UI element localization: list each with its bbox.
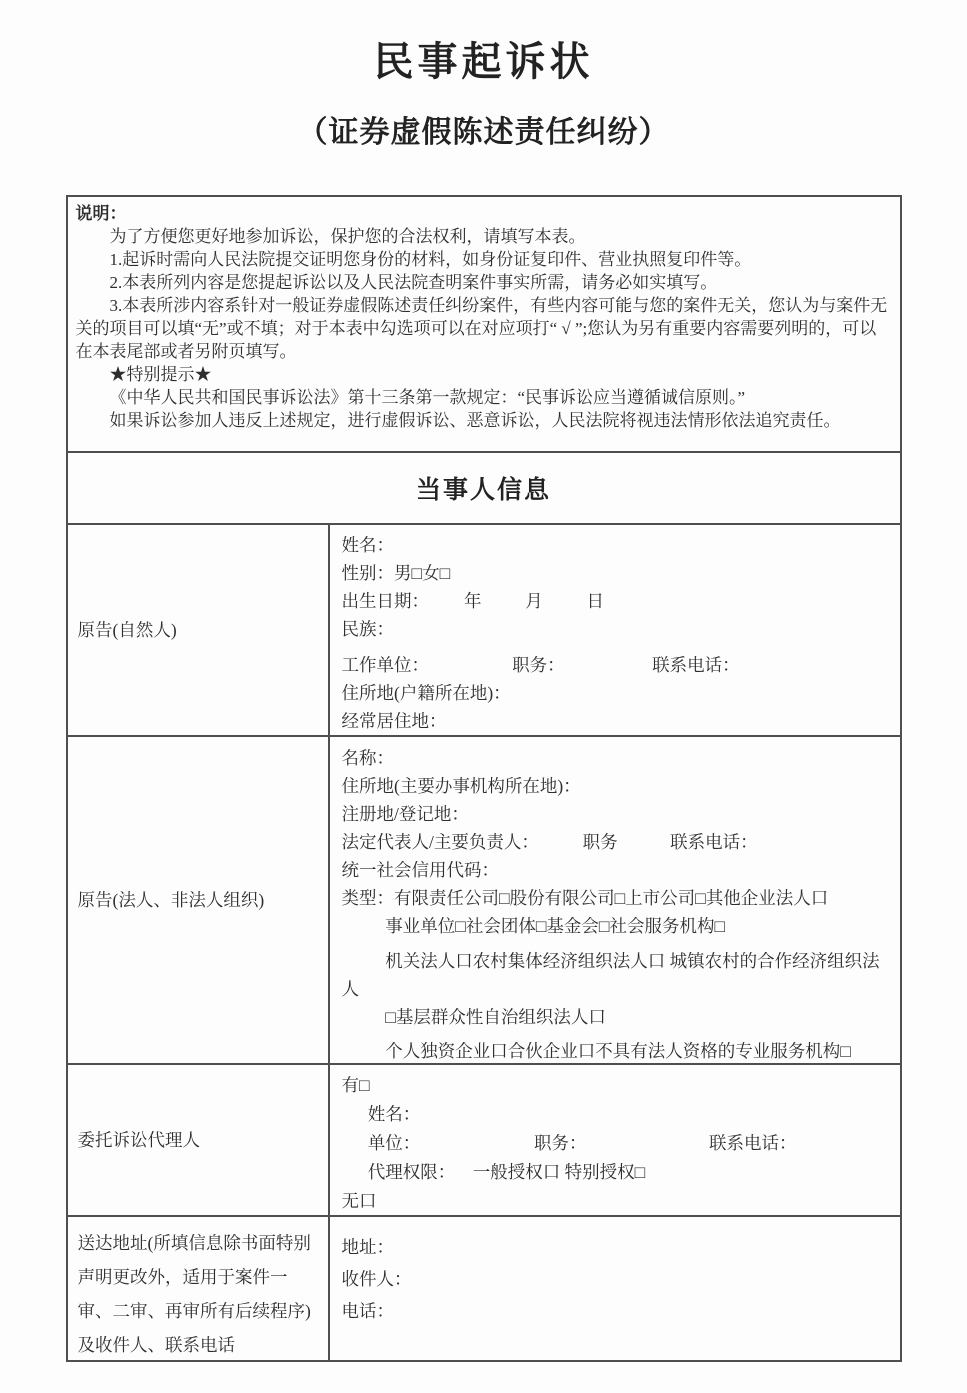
party-row [68,1065,900,1217]
complaint-form-table [66,195,902,1362]
field-line: 有□ [341,1075,370,1095]
field-line: 单位： 职务： 联系电话： [341,1133,797,1153]
page-title: 民事起诉状 [373,39,594,84]
field-line: 地址： [341,1237,394,1257]
row-label: 送达地址(所填信息除书面特别声明更改外，适用于案件一审、二审、再审所有后续程序)及收件人、联系电话 [68,1217,330,1360]
instructions-heading: 说明： [75,204,127,223]
field-line: 收件人： [341,1269,412,1289]
section-header-party-info: 当事人信息 [68,453,900,525]
row-fields [330,737,900,1063]
instruction-paragraph: 如果诉讼参加人违反上述规定，进行虚假诉讼、恶意诉讼，人民法院将视违法情形依法追究责任。 [109,411,841,430]
row-fields [330,525,900,735]
row-label: 原告(自然人) [68,525,330,735]
instructions-body [76,225,890,432]
row-fields [330,1217,900,1360]
party-row [68,1217,900,1360]
field-line: 代理权限： 一般授权口 特别授权□ [341,1162,646,1182]
instruction-paragraph: 1.起诉时需向人民法院提交证明您身份的材料，如身份证复印件、营业执照复印件等。 [109,250,752,269]
field-line: 类型：有限责任公司□股份有限公司□上市公司□其他企业法人口 [341,888,829,908]
instruction-paragraph: 《中华人民共和国民事诉讼法》第十三条第一款规定：“民事诉讼应当遵循诚信原则。” [109,388,746,407]
field-line: □基层群众性自治组织法人口 [341,1007,606,1027]
party-row [68,737,900,1065]
field-line: 个人独资企业口合伙企业口不具有法人资格的专业服务机构□ [341,1041,851,1061]
field-line: 民族： [341,619,394,639]
field-line: 电话： [341,1301,394,1321]
field-line: 名称： [341,748,394,768]
instruction-paragraph: 3.本表所涉内容系针对一般证券虚假陈述责任纠纷案件，有些内容可能与您的案件无关，您认为与案件无关的项目可以填“无”或不填；对于本表中勾选项可以在对应项打“ √ ”;您认为另有重要内容需要列明的，可以在本表尾部或者另附页填写。 [75,296,888,361]
field-line: 机关法人口农村集体经济组织法人口 城镇农村的合作经济组织法人 [341,951,880,999]
field-line: 工作单位： 职务： 联系电话： [341,655,740,675]
field-line: 住所地(户籍所在地)： [341,683,511,703]
field-line: 统一社会信用代码： [341,860,499,880]
field-line: 姓名： [341,1104,421,1124]
field-line: 注册地/登记地： [341,804,469,824]
field-line: 事业单位□社会团体□基金会□社会服务机构□ [341,916,726,936]
instruction-paragraph: ★特别提示★ [109,365,212,384]
instruction-paragraph: 为了方便您更好地参加诉讼，保护您的合法权利，请填写本表。 [109,227,586,246]
field-line: 经常居住地： [341,711,447,731]
field-line: 无口 [341,1191,377,1211]
row-label: 原告(法人、非法人组织) [68,737,330,1063]
field-line: 姓名： [341,535,394,555]
page-subtitle: （证券虚假陈述责任纠纷） [297,116,670,149]
field-line: 出生日期： 年 月 日 [341,591,604,611]
field-line: 住所地(主要办事机构所在地)： [341,776,581,796]
instruction-paragraph: 2.本表所列内容是您提起诉讼以及人民法院查明案件事实所需，请务必如实填写。 [109,273,718,292]
instructions-cell [68,197,900,453]
row-fields [330,1065,900,1215]
party-rows [68,525,900,1360]
party-row [68,525,900,737]
field-line: 法定代表人/主要负责人： 职务 联系电话： [341,832,758,852]
row-label: 委托诉讼代理人 [68,1065,330,1215]
field-line: 性别：男□女□ [341,563,451,583]
